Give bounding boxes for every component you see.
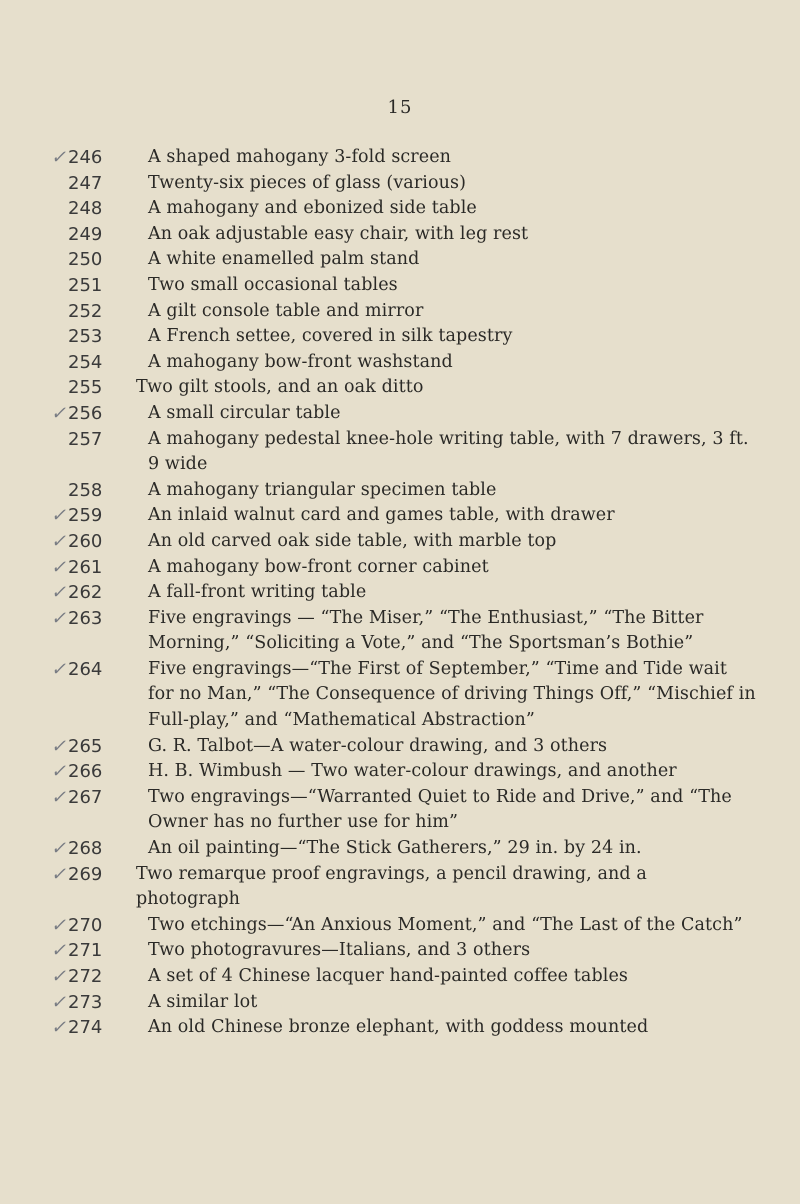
lot-row <box>0 759 800 785</box>
lot-number: 264 <box>68 658 103 680</box>
lot-description: Five engravings—“The First of September,” “Time and Tide wait for no Man,” “The Consequence of driving Things Off,” “Mischief in Full-play,” and “Mathematical Abstraction” <box>148 658 756 731</box>
lot-row <box>0 478 800 504</box>
check-mark-icon: ✓ <box>50 147 66 168</box>
lot-number: 274 <box>68 1017 103 1039</box>
lot-row <box>0 1015 800 1041</box>
lot-row <box>0 606 800 657</box>
lot-number: 249 <box>68 223 103 245</box>
lot-description: Two remarque proof engravings, a pencil drawing, and a photograph <box>136 863 647 910</box>
lot-description: A white enamelled palm stand <box>148 249 420 270</box>
lot-description: A similar lot <box>148 991 258 1012</box>
lot-description: Two photogravures—Italians, and 3 others <box>148 940 531 961</box>
lot-description: A mahogany bow-front washstand <box>148 351 453 372</box>
lot-description: A mahogany and ebonized side table <box>148 198 477 219</box>
lot-row <box>0 785 800 836</box>
lot-number: 272 <box>68 966 103 987</box>
check-mark-icon: ✓ <box>50 940 66 962</box>
lot-number: 246 <box>68 147 103 168</box>
lot-row <box>0 324 800 350</box>
lot-row <box>0 401 800 427</box>
lot-description: An inlaid walnut card and games table, with drawer <box>148 505 615 526</box>
check-mark-icon: ✓ <box>50 505 66 527</box>
lot-description: Two etchings—“An Anxious Moment,” and “The Last of the Catch” <box>148 914 743 935</box>
check-mark-icon: ✓ <box>50 991 66 1013</box>
check-mark-icon: ✓ <box>50 735 66 757</box>
lot-row <box>0 222 800 248</box>
lot-row <box>0 836 800 862</box>
lot-description: A gilt console table and mirror <box>148 300 424 321</box>
lot-row <box>0 503 800 529</box>
lot-number: 253 <box>68 326 103 348</box>
lot-row <box>0 273 800 299</box>
lot-description: An old Chinese bronze elephant, with goddess mounted <box>148 1017 649 1038</box>
lot-number: 263 <box>68 607 103 629</box>
lot-number: 251 <box>68 274 103 296</box>
lot-number: 273 <box>68 991 103 1013</box>
lot-number: 266 <box>68 761 103 783</box>
lot-row <box>0 862 800 913</box>
lot-number: 259 <box>68 505 103 527</box>
lot-row <box>0 555 800 581</box>
lot-number: 257 <box>68 428 103 450</box>
lot-number: 252 <box>68 300 103 322</box>
check-mark-icon: ✓ <box>50 914 66 936</box>
lot-number: 268 <box>68 838 103 860</box>
lot-number: 248 <box>68 198 103 220</box>
lot-row <box>0 247 800 273</box>
lot-description: An old carved oak side table, with marble top <box>148 530 557 551</box>
lot-description: G. R. Talbot—A water-colour drawing, and 3 others <box>148 735 608 756</box>
check-mark-icon: ✓ <box>50 530 66 552</box>
lot-list <box>0 145 800 1041</box>
lot-row <box>0 299 800 325</box>
lot-row <box>0 580 800 606</box>
lot-row <box>0 529 800 555</box>
lot-row <box>0 734 800 760</box>
lot-description: A fall-front writing table <box>148 582 367 603</box>
lot-number: 261 <box>68 556 103 578</box>
lot-row <box>0 657 800 734</box>
lot-description: A mahogany triangular specimen table <box>148 479 497 500</box>
lot-number: 260 <box>68 530 103 552</box>
lot-number: 262 <box>68 582 103 604</box>
lot-number: 269 <box>68 863 103 885</box>
check-mark-icon: ✓ <box>50 786 66 808</box>
lot-description: Two gilt stools, and an oak ditto <box>136 377 424 398</box>
lot-description: H. B. Wimbush — Two water-colour drawings, and another <box>148 761 677 782</box>
lot-row <box>0 938 800 964</box>
check-mark-icon: ✓ <box>50 1017 66 1039</box>
lot-number: 258 <box>68 479 103 501</box>
lot-description: A mahogany bow-front corner cabinet <box>148 556 489 577</box>
lot-description: Two engravings—“Warranted Quiet to Ride and Drive,” and “The Owner has no further use for him” <box>148 786 732 833</box>
check-mark-icon: ✓ <box>50 761 66 783</box>
lot-description: Twenty-six pieces of glass (various) <box>148 172 467 193</box>
lot-number: 267 <box>68 786 103 808</box>
lot-number: 250 <box>68 249 103 271</box>
check-mark-icon: ✓ <box>50 838 66 860</box>
lot-row <box>0 990 800 1016</box>
lot-description: A mahogany pedestal knee-hole writing table, with 7 drawers, 3 ft. 9 wide <box>148 428 749 475</box>
lot-description: A shaped mahogany 3-fold screen <box>148 147 452 167</box>
lot-number: 254 <box>68 351 103 373</box>
lot-row <box>0 964 800 990</box>
check-mark-icon: ✓ <box>50 556 66 578</box>
lot-row <box>0 196 800 222</box>
lot-number: 271 <box>68 940 103 962</box>
lot-row <box>0 375 800 401</box>
lot-row <box>0 427 800 478</box>
check-mark-icon: ✓ <box>50 582 66 604</box>
lot-row <box>0 913 800 939</box>
lot-number: 247 <box>68 172 103 194</box>
lot-number: 256 <box>68 402 103 424</box>
check-mark-icon: ✓ <box>50 607 66 629</box>
page-number: 15 <box>387 97 413 118</box>
lot-description: A set of 4 Chinese lacquer hand-painted coffee tables <box>148 966 628 986</box>
lot-number: 265 <box>68 735 103 757</box>
lot-row <box>0 171 800 197</box>
lot-description: Two small occasional tables <box>148 274 398 295</box>
check-mark-icon: ✓ <box>50 966 66 987</box>
lot-row <box>0 350 800 376</box>
lot-description: An oil painting—“The Stick Gatherers,” 29 in. by 24 in. <box>148 838 642 859</box>
check-mark-icon: ✓ <box>50 402 66 424</box>
lot-description: An oak adjustable easy chair, with leg rest <box>148 223 529 244</box>
check-mark-icon: ✓ <box>50 658 66 680</box>
lot-row <box>0 145 800 171</box>
lot-description: Five engravings — “The Miser,” “The Enthusiast,” “The Bitter Morning,” “Soliciting a Vote,” and “The Sportsman’s Bothie” <box>148 607 704 654</box>
lot-number: 270 <box>68 914 103 936</box>
lot-description: A small circular table <box>148 402 341 423</box>
check-mark-icon: ✓ <box>50 863 66 885</box>
lot-description: A French settee, covered in silk tapestry <box>148 326 513 347</box>
lot-number: 255 <box>68 377 103 399</box>
